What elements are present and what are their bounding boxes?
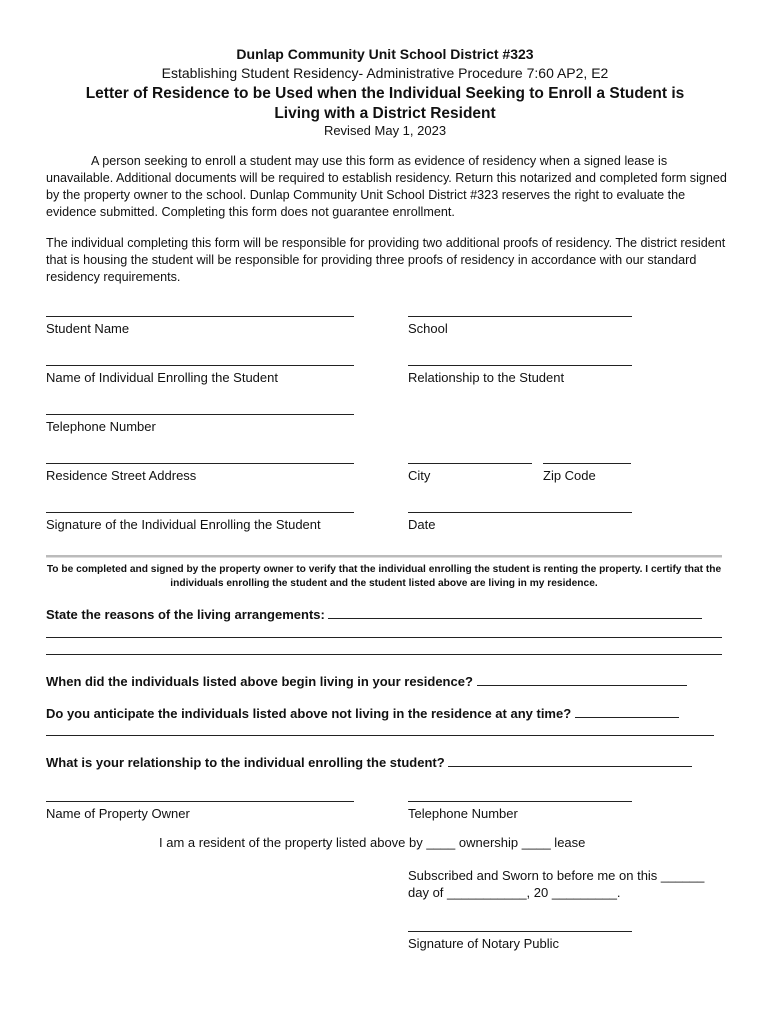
signature-line [408,931,632,932]
reasons-question-label: State the reasons of the living arrangements: [46,607,325,622]
signature-line [46,463,354,464]
date-label: Date [408,517,436,532]
school-field[interactable] [408,316,632,336]
signature-line [543,463,631,464]
owner-relationship-answer-line[interactable] [448,754,692,767]
owner-phone-label: Telephone Number [408,806,518,821]
signature-line [46,414,354,415]
anticipate-answer-line-2[interactable] [46,735,714,736]
notary-signature-label: Signature of Notary Public [408,936,560,951]
date-field[interactable] [408,512,632,532]
relationship-field[interactable] [408,365,632,385]
telephone-field[interactable] [46,414,354,434]
signature-line [408,512,632,513]
form-title-line2: Living with a District Resident [274,105,496,122]
enrolling-signature-field[interactable] [46,512,354,532]
reasons-answer-line[interactable] [328,606,702,619]
enrolling-individual-label: Name of Individual Enrolling the Student [46,370,278,385]
signature-line [408,316,632,317]
signature-line [408,801,632,802]
anticipate-answer-line[interactable] [575,705,679,718]
signature-line [46,801,354,802]
enrolling-signature-label: Signature of the Individual Enrolling the Student [46,517,321,532]
student-name-label: Student Name [46,321,130,336]
zip-label: Zip Code [543,468,596,483]
form-title [0,84,770,124]
telephone-label: Telephone Number [46,419,156,434]
signature-line [46,512,354,513]
reasons-answer-line-2[interactable] [46,637,722,638]
signature-line [408,463,532,464]
notary-signature-field[interactable] [408,931,632,951]
reasons-answer-line-3[interactable] [46,654,722,655]
begin-question [46,673,687,689]
school-label: School [408,321,448,336]
form-title-line1: Letter of Residence to be Used when the Individual Seeking to Enroll a Student is [85,85,685,102]
district-name: Dunlap Community Unit School District #323 [236,46,534,62]
sworn-statement-line1[interactable]: Subscribed and Sworn to before me on this ______ [408,868,705,883]
owner-notice: To be completed and signed by the property owner to verify that the individual enrolling the student is renting the property. I certify that the individuals enrolling the student and the student listed above are living in my residence. [46,564,722,589]
begin-question-label: When did the individuals listed above begin living in your residence? [46,674,473,689]
intro-paragraph-2: The individual completing this form will be responsible for providing two additional proofs of residency. The district resident that is housing the student will be responsible for providing three proofs of residency in accordance with our standard residency requirements. [46,236,726,284]
revised-date: Revised May 1, 2023 [323,123,447,138]
sworn-statement-line2[interactable]: day of ___________, 20 _________. [408,885,621,900]
begin-answer-line[interactable] [477,673,687,686]
signature-line [408,365,632,366]
anticipate-question [46,705,679,721]
relationship-label: Relationship to the Student [408,370,565,385]
procedure-reference: Establishing Student Residency- Administrative Procedure 7:60 AP2, E2 [161,65,609,81]
city-label: City [408,468,431,483]
owner-phone-field[interactable] [408,801,632,821]
anticipate-question-label: Do you anticipate the individuals listed above not living in the residence at any time? [46,706,572,721]
owner-relationship-question-label: What is your relationship to the individual enrolling the student? [46,755,445,770]
section-divider [46,555,722,558]
owner-relationship-question [46,754,692,770]
intro-paragraph-1: A person seeking to enroll a student may use this form as evidence of residency when a signed lease is unavailable. Additional documents will be required to establish residency. Return this notarized and completed form signed by the property owner to the school. Dunlap Community Unit School District #323 reserves the right to evaluate the evidence submitted. Completing this form does not guarantee enrollment. [46,154,727,219]
city-field[interactable] [408,463,532,483]
student-name-field[interactable] [46,316,354,336]
signature-line [46,316,354,317]
owner-name-label: Name of Property Owner [46,806,190,821]
owner-name-field[interactable] [46,801,354,821]
zip-field[interactable] [543,463,631,483]
street-address-field[interactable] [46,463,354,483]
reasons-question [46,606,702,622]
enrolling-individual-field[interactable] [46,365,354,385]
residency-type-statement[interactable]: I am a resident of the property listed above by ____ ownership ____ lease [159,835,586,850]
street-address-label: Residence Street Address [46,468,197,483]
signature-line [46,365,354,366]
